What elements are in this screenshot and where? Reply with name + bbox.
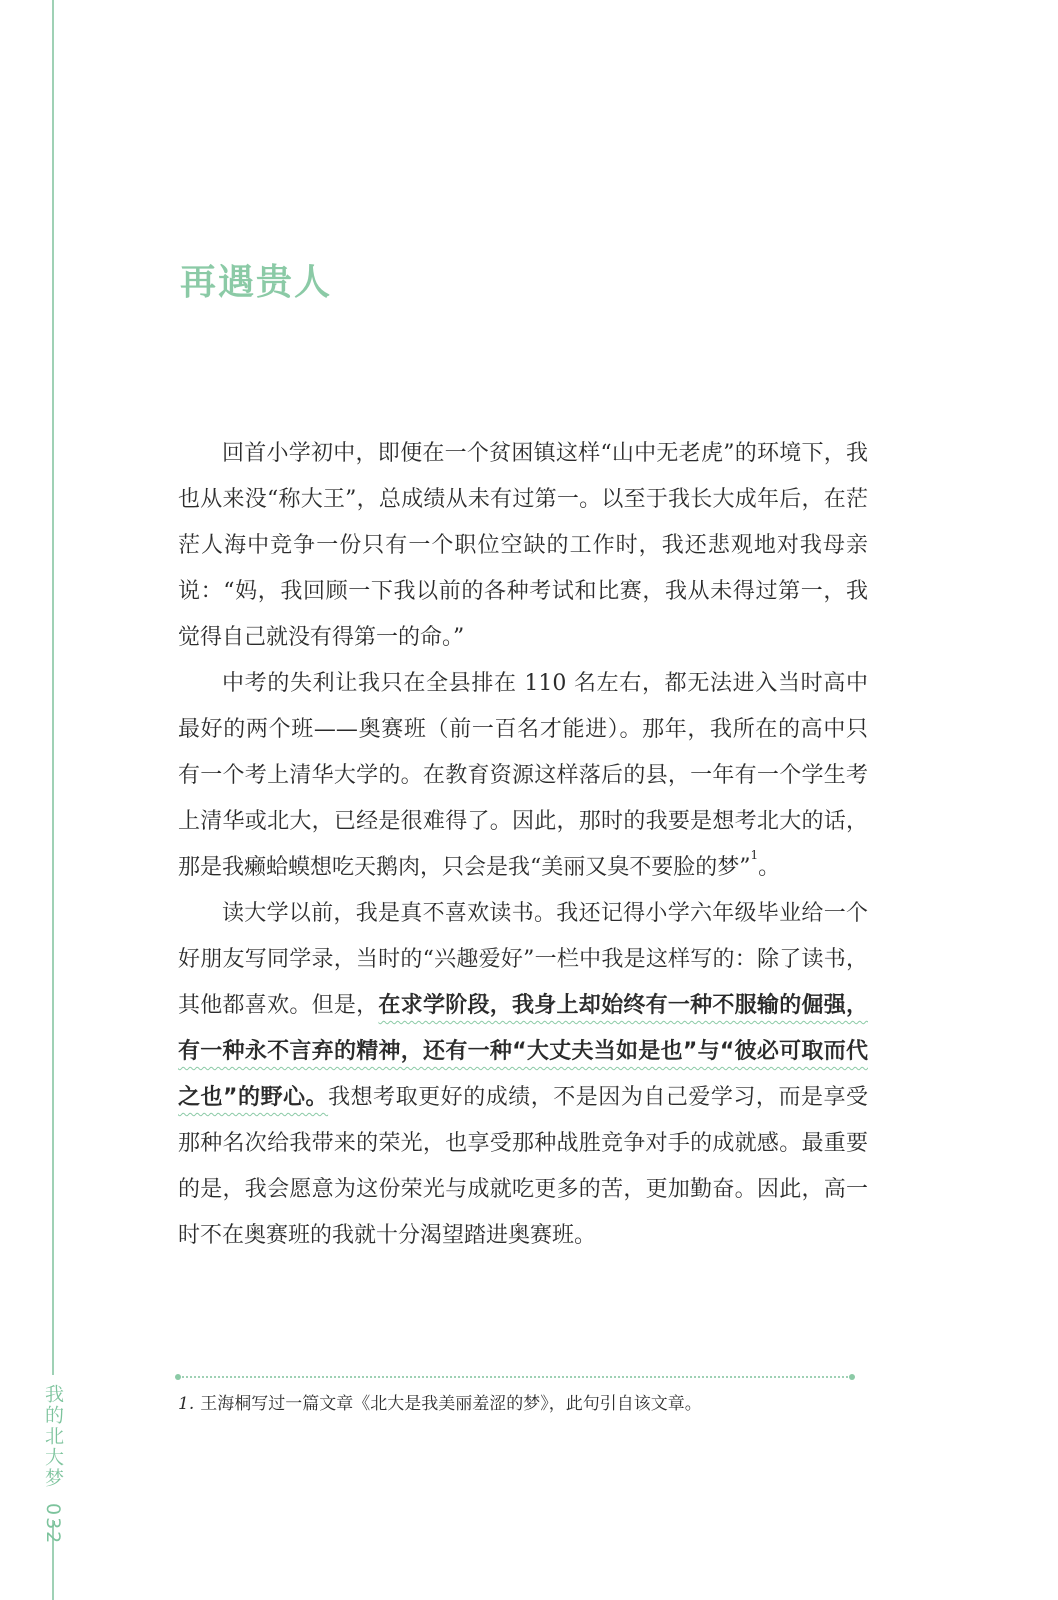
paragraph-3 (178, 891, 868, 1259)
paragraph-3-start: 读大学以前，我是真不喜欢读书。我还记得小学六年级毕业给一个好朋友写同学录，当时的“兴趣爱好”一栏中我是这样写的：除了读书，其他都喜欢。但是， (178, 901, 868, 1018)
footnote-reference[interactable]: 1 (750, 848, 759, 862)
footnote (178, 1390, 868, 1418)
emphasized-passage: 在求学阶段，我身上却始终有一种不服输的倔强，有一种永不言弃的精神，还有一种“大丈夫当如是也”与“彼必可取而代之也”的野心。 (178, 993, 868, 1110)
margin-rule (52, 0, 54, 1375)
paragraph-3-end: 我想考取更好的成绩，不是因为自己爱学习，而是享受那种名次给我带来的荣光，也享受那种战胜竞争对手的成就感。最重要的是，我会愿意为这份荣光与成就吃更多的苦，更加勤奋。因此，高一时不在奥赛班的我就十分渴望踏进奥赛班。 (178, 1085, 868, 1248)
footnote-number: 1. (178, 1394, 195, 1414)
footnote-divider (178, 1376, 852, 1378)
footnote-text: 王海桐写过一篇文章《北大是我美丽羞涩的梦》，此句引自该文章。 (200, 1394, 702, 1414)
body-text (178, 431, 868, 1259)
paragraph-2 (178, 661, 868, 891)
book-title: 我的北大梦 (42, 1384, 64, 1489)
chapter-title: 再遇贵人 (180, 261, 333, 303)
paragraph-2-text: 中考的失利让我只在全县排在 110 名左右，都无法进入当时高中最好的两个班——奥赛班（前一百名才能进）。那年，我所在的高中只有一个考上清华大学的。在教育资源这样落后的县，一年有一个学生考上清华或北大，已经是很难得了。因此，那时的我要是想考北大的话，那是我癞蛤蟆想吃天鹅肉，只会是我“美丽又臭不要脸的梦” (178, 671, 868, 880)
paragraph-2-end: 。 (758, 855, 781, 880)
page-number: 032 (42, 1503, 64, 1546)
running-footer (38, 1384, 68, 1545)
paragraph-1: 回首小学初中，即便在一个贫困镇这样“山中无老虎”的环境下，我也从来没“称大王”，总成绩从未有过第一。以至于我长大成年后，在茫茫人海中竞争一份只有一个职位空缺的工作时，我还悲观地对我母亲说：“妈，我回顾一下我以前的各种考试和比赛，我从未得过第一，我觉得自己就没有得第一的命。” (178, 441, 868, 650)
